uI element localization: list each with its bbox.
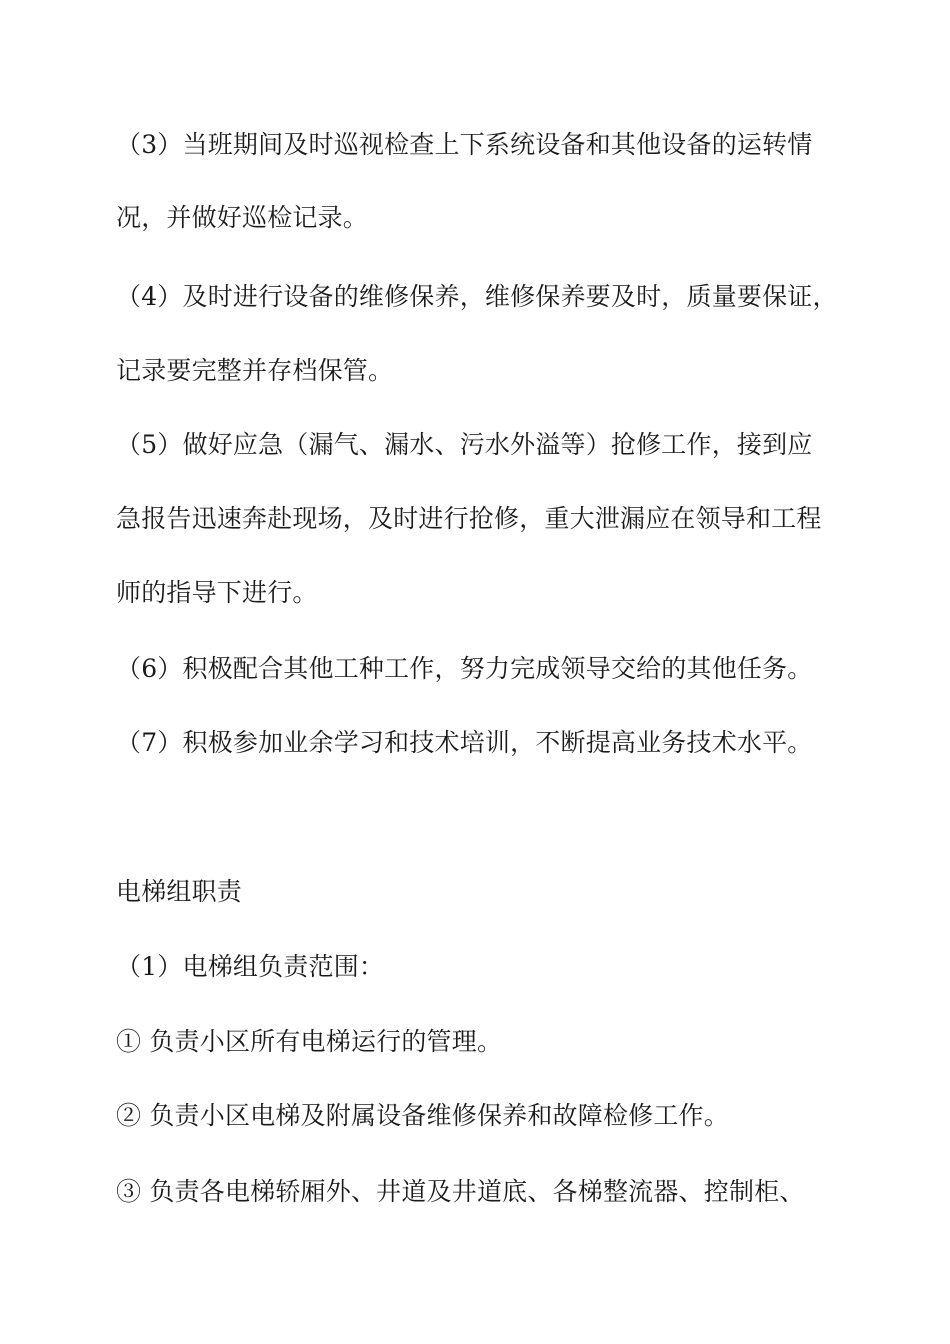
paragraph-line: 师的指导下进行。 <box>116 578 318 607</box>
paragraph-line: （3）当班期间及时巡视检查上下系统设备和其他设备的运转情 <box>116 130 813 159</box>
paragraph-line: （6）积极配合其他工种工作，努力完成领导交给的其他任务。 <box>116 654 813 683</box>
paragraph-line: 记录要完整并存档保管。 <box>116 356 394 385</box>
list-item: ① 负责小区所有电梯运行的管理。 <box>116 1027 503 1056</box>
paragraph-line: （7）积极参加业余学习和技术培训，不断提高业务技术水平。 <box>116 728 813 757</box>
list-item: ② 负责小区电梯及附属设备维修保养和故障检修工作。 <box>116 1101 729 1130</box>
paragraph-line: 急报告迅速奔赴现场，及时进行抢修，重大泄漏应在领导和工程 <box>116 504 822 533</box>
list-item: ③ 负责各电梯轿厢外、井道及井道底、各梯整流器、控制柜、 <box>116 1177 805 1206</box>
section-line: （1）电梯组负责范围： <box>116 952 385 981</box>
paragraph-line: （4）及时进行设备的维修保养，维修保养要及时，质量要保证， <box>116 282 838 311</box>
paragraph-line: 况，并做好巡检记录。 <box>116 203 369 232</box>
section-heading: 电梯组职责 <box>116 877 243 906</box>
paragraph-line: （5）做好应急（漏气、漏水、污水外溢等）抢修工作，接到应 <box>116 430 813 459</box>
